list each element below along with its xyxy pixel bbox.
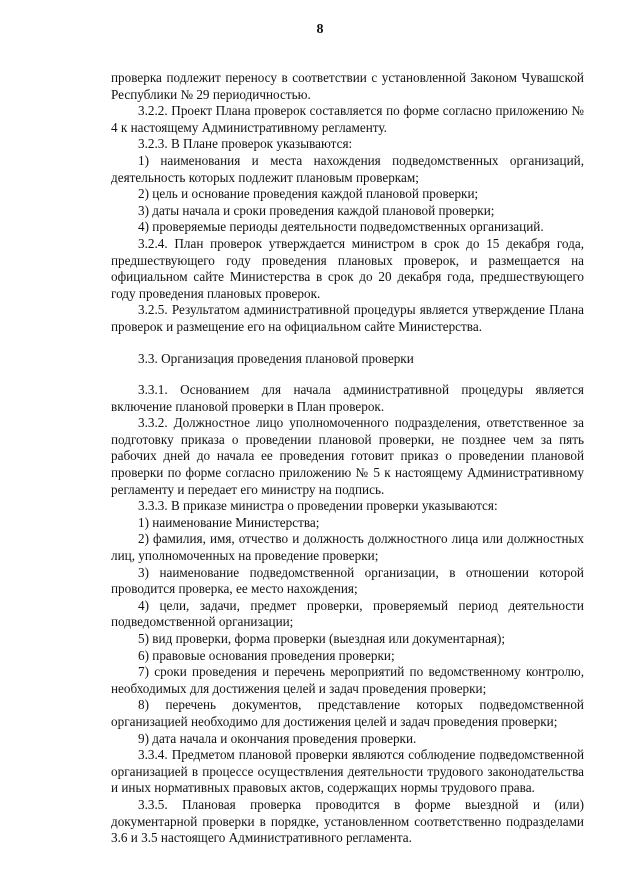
- list-item: 2) цель и основание проведения каждой плановой проверки;: [138, 186, 479, 202]
- list-item: 1) наименования и места нахождения подведомственных организаций, деятельность которых подлежит плановым проверкам;: [111, 152, 584, 185]
- list-item: 8) перечень документов, представление которых подведомственной организацией необходимо для достижения целей и задач проведения проверки;: [111, 697, 584, 729]
- paragraph: 3.2.4. План проверок утверждается министром в срок до 15 декабря года, предшествующего году проведения плановых проверок, и размещается на официальном сайте Министерства в срок до 20 декабря года, предшествующего году проведения плановых проверок.: [111, 235, 584, 301]
- page-number: 8: [316, 22, 324, 37]
- list-item: 2) фамилия, имя, отчество и должность должностного лица или должностных лиц, уполномоченных на проведение проверки;: [111, 531, 584, 564]
- list-item: 9) дата начала и окончания проведения проверки.: [138, 730, 417, 746]
- paragraph: 3.2.2. Проект Плана проверок составляется по форме согласно приложению № 4 к настоящему Административному регламенту.: [111, 103, 584, 135]
- list-item: 3) наименование подведомственной организации, в отношении которой проводится проверка, ее место нахождения;: [111, 564, 584, 597]
- list-item: 5) вид проверки, форма проверки (выездная или документарная);: [138, 631, 506, 646]
- list-item: 4) проверяемые периоды деятельности подведомственных организаций.: [138, 219, 544, 235]
- paragraph: 3.2.5. Результатом административной процедуры является утверждение Плана проверок и размещение его на официальном сайте Министерства.: [111, 302, 584, 334]
- paragraph: 3.3.4. Предметом плановой проверки являются соблюдение подведомственной организацией в процессе осуществления деятельности трудового законодательства и иных нормативных правовых актов, содержащих нормы трудового права.: [111, 747, 584, 796]
- paragraph: проверка подлежит переносу в соответствии с установленной Законом Чувашской Республики № 29 периодичностью.: [111, 70, 584, 102]
- paragraph: 3.2.3. В Плане проверок указываются:: [138, 136, 353, 152]
- list-item: 1) наименование Министерства;: [138, 514, 320, 530]
- list-item: 7) сроки проведения и перечень мероприятий по ведомственному контролю, необходимых для достижения целей и задач проведения проверки;: [111, 664, 584, 696]
- paragraph: 3.3.1. Основанием для начала административной процедуры является включение плановой проверки в План проверок.: [111, 382, 584, 414]
- paragraph: 3.3.3. В приказе министра о проведении проверки указываются:: [138, 498, 498, 514]
- section-heading: 3.3. Организация проведения плановой проверки: [138, 350, 414, 366]
- document-body: [111, 70, 584, 847]
- list-item: 6) правовые основания проведения проверки;: [138, 647, 395, 663]
- paragraph: 3.3.2. Должностное лицо уполномоченного подразделения, ответственное за подготовку приказа о проведении плановой проверки, не позднее чем за пять рабочих дней до начала ее проведения готовит приказ о проведении плановой проверки по форме согласно приложению № 5 к настоящему Административному регламенту и передает его министру на подпись.: [111, 415, 584, 497]
- paragraph: 3.3.5. Плановая проверка проводится в форме выездной и (или) документарной проверки в порядке, установленном соответственно подразделами 3.6 и 3.5 настоящего Административного регламента.: [111, 796, 584, 846]
- list-item: 4) цели, задачи, предмет проверки, проверяемый период деятельности подведомственной организации;: [111, 597, 584, 630]
- list-item: 3) даты начала и сроки проведения каждой плановой проверки;: [138, 202, 495, 218]
